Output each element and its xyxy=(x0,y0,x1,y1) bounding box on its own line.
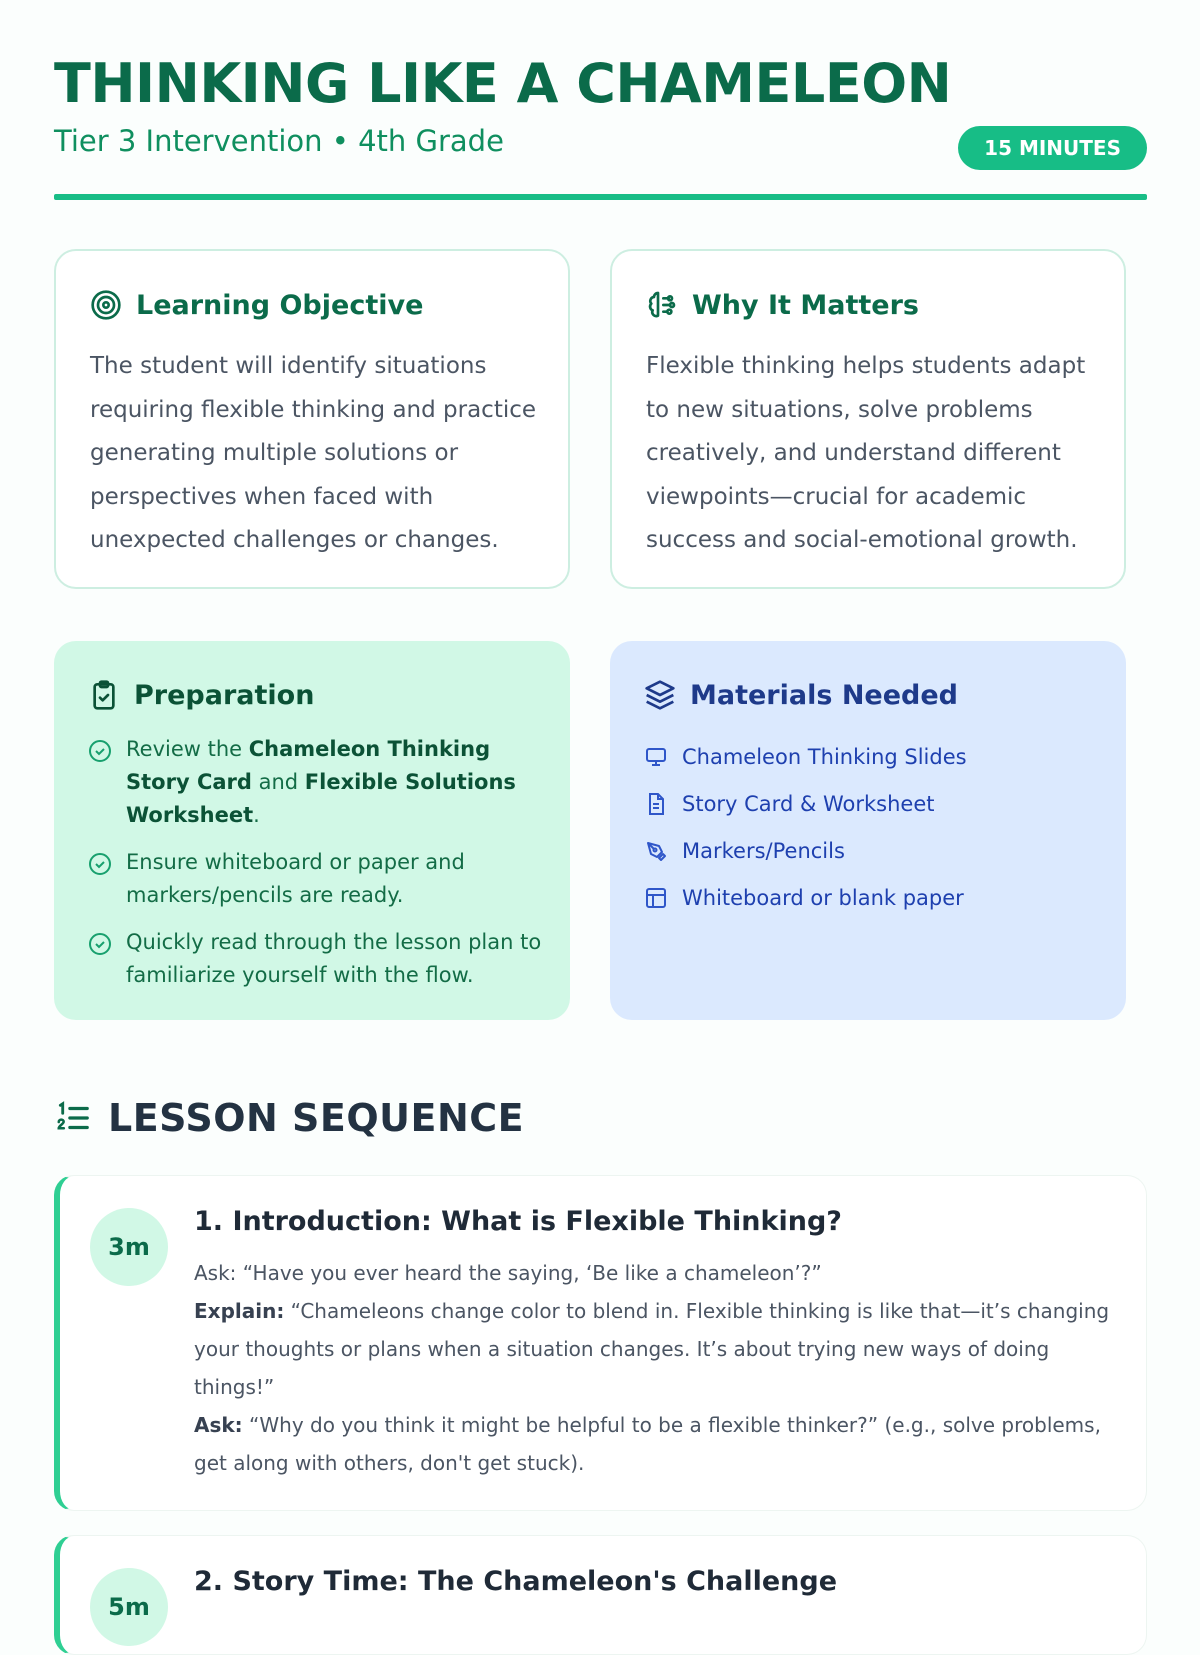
lesson-step-card xyxy=(54,1175,1147,1511)
step-line: Ask: “Why do you think it might be helpful to be a flexible thinker?” (e.g., solve problems, get along with others, don't get stuck). xyxy=(194,1413,1101,1475)
list-item xyxy=(644,780,1084,827)
check-circle-icon xyxy=(88,932,112,956)
lesson-step-card xyxy=(54,1535,1147,1655)
page-title: THINKING LIKE A CHAMELEON xyxy=(54,52,952,115)
check-circle-icon xyxy=(88,739,112,763)
objective-text: The student will identify situations requiring flexible thinking and practice generating multiple solutions or perspectives when faced with unexpected challenges or changes. xyxy=(90,353,537,553)
preparation-title: Preparation xyxy=(134,679,315,711)
material-label: Chameleon Thinking Slides xyxy=(682,744,967,769)
page-subtitle: Tier 3 Intervention • 4th Grade xyxy=(54,124,504,158)
clipboard-check-icon xyxy=(88,679,120,711)
list-item xyxy=(644,827,1084,874)
preparation-item-text: Review the Chameleon Thinking Story Card and Flexible Solutions Worksheet. xyxy=(126,737,516,827)
objective-card xyxy=(54,249,570,589)
objective-title: Learning Objective xyxy=(136,289,424,321)
materials-card-header xyxy=(644,679,958,711)
header-divider xyxy=(54,194,1147,200)
list-item xyxy=(644,874,1084,921)
monitor-icon xyxy=(644,745,668,769)
duration-badge: 15 MINUTES xyxy=(958,126,1147,170)
step-duration-badge: 5m xyxy=(90,1568,168,1646)
list-ordered-icon xyxy=(54,1099,92,1137)
document-icon xyxy=(644,792,668,816)
preparation-list xyxy=(88,733,548,1006)
target-icon xyxy=(90,289,122,321)
section-title: LESSON SEQUENCE xyxy=(108,1096,525,1140)
preparation-card xyxy=(54,641,570,1020)
step-title: 1. Introduction: What is Flexible Thinking? xyxy=(194,1206,842,1237)
materials-list xyxy=(644,733,1084,921)
step-line: Ask: “Have you ever heard the saying, ‘Be like a chameleon’?” xyxy=(194,1261,822,1285)
materials-title: Materials Needed xyxy=(690,679,959,711)
material-label: Story Card & Worksheet xyxy=(682,791,935,816)
step-duration-badge: 3m xyxy=(90,1208,168,1286)
layers-icon xyxy=(644,679,676,711)
step-body xyxy=(194,1254,1122,1482)
materials-card xyxy=(610,641,1126,1020)
list-item xyxy=(644,733,1084,780)
objective-card-header xyxy=(90,289,423,321)
lesson-sequence-header xyxy=(54,1096,524,1140)
material-label: Markers/Pencils xyxy=(682,838,845,863)
layout-icon xyxy=(644,886,668,910)
material-label: Whiteboard or blank paper xyxy=(682,885,964,910)
preparation-item-text: Ensure whiteboard or paper and markers/pencils are ready. xyxy=(126,850,465,907)
lesson-plan-page xyxy=(54,0,1147,1621)
why-title: Why It Matters xyxy=(692,289,919,321)
step-title: 2. Story Time: The Chameleon's Challenge xyxy=(194,1566,838,1597)
preparation-item-text: Quickly read through the lesson plan to familiarize yourself with the flow. xyxy=(126,930,542,987)
brain-icon xyxy=(646,289,678,321)
why-card-header xyxy=(646,289,919,321)
pen-icon xyxy=(644,839,668,863)
why-text: Flexible thinking helps students adapt to new situations, solve problems creatively, and understand different viewpoints—crucial for academic success and social-emotional growth. xyxy=(646,353,1086,553)
list-item xyxy=(88,733,548,832)
lesson-header xyxy=(54,52,1147,200)
step-line: Explain: “Chameleons change color to blend in. Flexible thinking is like that—it’s changing your thoughts or plans when a situation changes. It’s about trying new ways of doing things!” xyxy=(194,1299,1110,1399)
why-card xyxy=(610,249,1126,589)
check-circle-icon xyxy=(88,852,112,876)
preparation-card-header xyxy=(88,679,314,711)
list-item xyxy=(88,846,548,912)
list-item xyxy=(88,926,548,992)
